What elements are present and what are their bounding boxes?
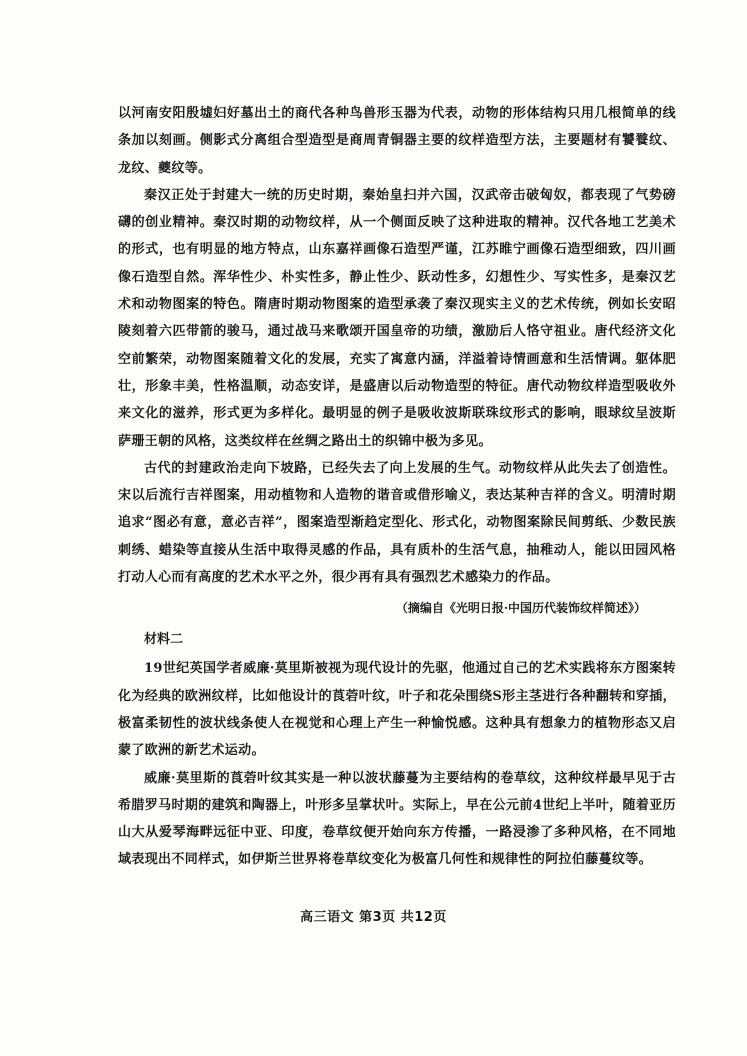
- page-footer: 高三语文 第3页 共12页: [300, 910, 447, 925]
- paragraph-song-ming-qing: 古代的封建政治走向下坡路，已经失去了向上发展的生气。动物纹样从此失去了创造性。宋以后流行吉祥图案，用动植物和人造物的谐音或借形喻义，表达某种吉祥的含义。明清时期追求“图必有意，意必吉祥”，图案造型渐趋定型化、形式化，动物图案除民间剪纸、少数民族刺绣、蜡染等直接从生活中取得灵感的作品，具有质朴的生活气息，抽稚动人，能以田园风格打动人心而有高度的艺术水平之外，很少再有具有强烈艺术感染力的作品。: [118, 460, 676, 586]
- paragraph-shang-zhou: 以河南安阳殷墟妇好墓出土的商代各种鸟兽形玉器为代表，动物的形体结构只用几根简单的线条加以刻画。侧影式分离组合型造型是商周青铜器主要的纹样造型方法，主要题材有饕餮纹、龙纹、夔纹等。: [118, 106, 676, 176]
- paragraph-acanthus-scroll: 威廉·莫里斯的莨菪叶纹其实是一种以波状藤蔓为主要结构的卷草纹，这种纹样最早见于古希腊罗马时期的建筑和陶器上，叶形多呈掌状叶。实际上，早在公元前4世纪上半叶，随着亚历山大从爱琴海畔远征中亚、印度，卷草纹便开始向东方传播，一路浸渗了多种风格，在不同地域表现出不同样式，如伊斯兰世界将卷草纹变化为极富几何性和规律性的阿拉伯藤蔓纹等。: [118, 770, 676, 868]
- article-body: [118, 100, 676, 874]
- paragraph-william-morris: 19世纪英国学者威廉·莫里斯被视为现代设计的先驱，他通过自己的艺术实践将东方图案转化为经典的欧洲纹样，比如他设计的莨菪叶纹，叶子和花朵围绕S形主茎进行各种翻转和穿插，极富柔韧性的波状线条使人在视觉和心理上产生一种愉悦感。这种具有想象力的植物形态又启蒙了欧洲的新艺术运动。: [118, 661, 676, 759]
- source-citation: （摘编自《光明日报·中国历代装饰纹样简述》）: [395, 601, 646, 616]
- paragraph-qin-han-tang: 秦汉正处于封建大一统的历史时期，秦始皇扫并六国，汉武帝击破匈奴，都表现了气势磅礴的创业精神。秦汉时期的动物纹样，从一个侧面反映了这种进取的精神。汉代各地工艺美术的形式，也有明显的地方特点，山东嘉祥画像石造型严谨，江苏睢宁画像石造型细致，四川画像石造型自然。浑华性少、朴实性多，静止性少、跃动性多，幻想性少、写实性多，是秦汉艺术和动物图案的特色。隋唐时期动物图案的造型承袭了秦汉现实主义的艺术传统，例如长安昭陵刻着六匹带箭的骏马，通过战马来歌颂开国皇帝的功绩，激励后人恪守祖业。唐代经济文化空前繁荣，动物图案随着文化的发展，充实了寓意内涵，洋溢着诗情画意和生活情调。躯体肥壮，形象丰美，性格温顺，动态安详，是盛唐以后动物造型的特征。唐代动物纹样造型吸收外来文化的滋养，形式更为多样化。最明显的例子是吸收波斯联珠纹形式的影响，眼球纹呈波斯萨珊王朝的风格，这类纹样在丝绸之路出土的织锦中极为多见。: [118, 187, 676, 449]
- section-heading-material-two: 材料二: [144, 632, 184, 648]
